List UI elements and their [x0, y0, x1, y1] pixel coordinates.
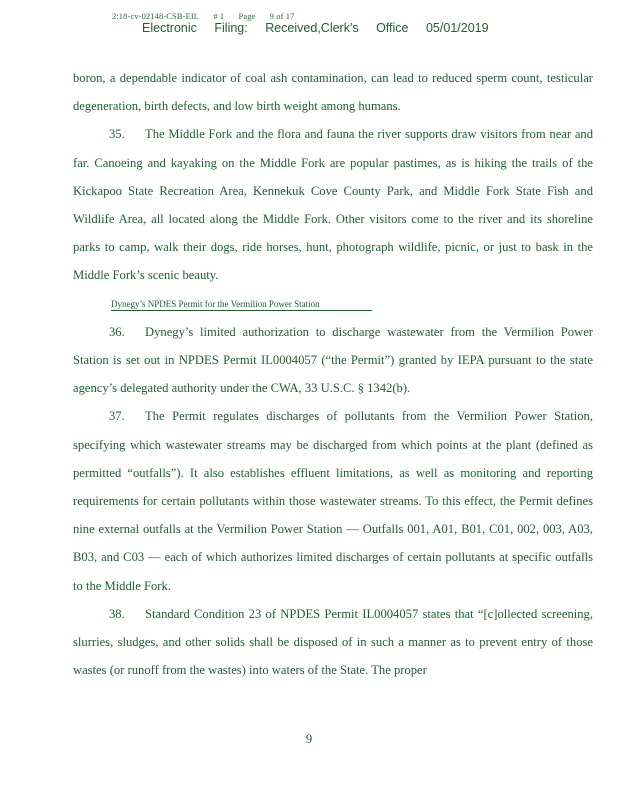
paragraph-38 — [73, 600, 593, 685]
paragraph-text: Standard Condition 23 of NPDES Permit IL0004057 states that “[c]ollected screening, slurries, sludges, and other solids shall be disposed of in such a manner as to prevent entry of those wastes (or runoff from the wastes) into waters of the State. The proper — [73, 606, 593, 678]
electronic-label: Electronic — [142, 21, 197, 35]
paragraph-text: The Middle Fork and the flora and fauna the river supports draw visitors from near and far. Canoeing and kayaking on the Middle Fork are popular pastimes, as is hiking the trails of the Kickapoo State Recreation Area, Kennekuk Cove County Park, and Middle Fork State Fish and Wildlife Area, all located along the Middle Fork. Other visitors come to the river and its shoreline parks to camp, walk their dogs, ride horses, hunt, photograph wildlife, picnic, or just to bask in the Middle Fork’s scenic beauty. — [73, 127, 593, 283]
case-number: 2:18-cv-02148-CSB-EIL — [112, 11, 200, 21]
document-body — [73, 64, 593, 684]
page-label: Page — [238, 11, 256, 21]
received-label: Received,Clerk's — [265, 21, 359, 35]
section-heading — [73, 290, 593, 318]
filing-header — [112, 10, 552, 40]
case-stamp — [112, 11, 306, 21]
paragraph-number: 36. — [109, 324, 125, 339]
paragraph-text: Dynegy’s limited authorization to discharge wastewater from the Vermilion Power Station is set out in NPDES Permit IL0004057 (“the Permit”) granted by IEPA pursuant to the state agency’s delegated authority under the CWA, 33 U.S.C. § 1342(b). — [73, 324, 593, 396]
filing-date: 05/01/2019 — [425, 21, 489, 35]
paragraph-37 — [73, 402, 593, 599]
page-of: 9 of 17 — [269, 11, 295, 21]
paragraph-36 — [73, 318, 593, 403]
paragraph-35 — [73, 120, 593, 289]
document-label: # 1 — [213, 11, 225, 21]
electronic-filing-stamp — [142, 21, 503, 35]
paragraph-number: 38. — [109, 606, 125, 621]
paragraph-text: The Permit regulates discharges of pollutants from the Vermilion Power Station, specifying which wastewater streams may be discharged from which points at the plant (defined as permitted “outfalls”). It also establishes effluent limitations, as well as monitoring and reporting requirements for certain pollutants within those wastewater streams. To this effect, the Permit defines nine external outfalls at the Vermilion Power Station — Outfalls 001, A01, B01, C01, 002, 003, A03, B03, and C03 — each of which authorizes limited discharges of certain pollutants at specific outfalls to the Middle Fork. — [73, 409, 593, 593]
office-label: Office — [376, 21, 409, 35]
paragraph-continuation: boron, a dependable indicator of coal ash contamination, can lead to reduced sperm count, testicular degeneration, birth defects, and low birth weight among humans. — [73, 71, 593, 114]
section-heading-text: Dynegy’s NPDES Permit for the Vermilion Power Station — [111, 299, 372, 311]
paragraph-number: 37. — [109, 409, 125, 424]
filing-label: Filing: — [214, 21, 248, 35]
page-number: 9 — [305, 732, 313, 746]
paragraph-number: 35. — [109, 127, 125, 142]
